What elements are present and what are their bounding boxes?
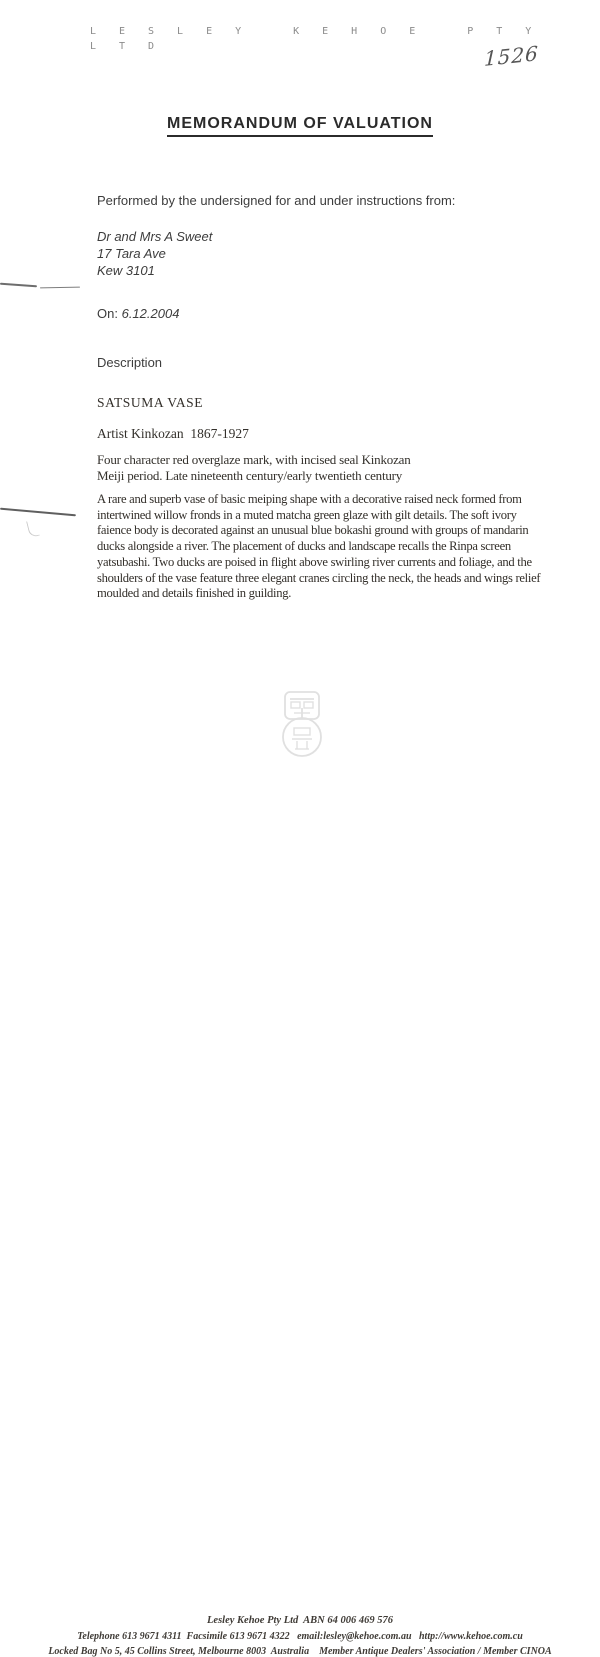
- pen-mark-lower-left: [0, 508, 76, 516]
- item-mark-line1: Four character red overglaze mark, with incised seal Kinkozan: [97, 452, 411, 467]
- client-address-line2: Kew 3101: [97, 263, 155, 278]
- footer-address-line: Locked Bag No 5, 45 Collins Street, Melbourne 8003 Australia Member Antique Dealers' Association / Member CINOA: [48, 1646, 552, 1657]
- pen-mark-lower-left-hook: [26, 519, 40, 538]
- intro-line: Performed by the undersigned for and under instructions from:: [97, 193, 456, 208]
- item-title: SATSUMA VASE: [97, 395, 204, 410]
- client-address-line1: 17 Tara Ave: [97, 246, 166, 261]
- description-label: Description: [97, 355, 163, 370]
- letterhead-line2: LTD: [90, 41, 178, 52]
- valuation-date-line: [97, 306, 179, 321]
- kehoe-seal-stamp-icon: [270, 690, 334, 763]
- footer-company-line: Lesley Kehoe Pty Ltd ABN 64 006 469 576: [207, 1615, 393, 1626]
- item-artist: Artist Kinkozan 1867-1927: [97, 426, 249, 441]
- item-mark-line2: Meiji period. Late nineteenth century/early twentieth century: [97, 467, 403, 483]
- client-name: Dr and Mrs A Sweet: [97, 229, 213, 244]
- footer-contact-line: Telephone 613 9671 4311 Facsimile 613 9671 4322 email:lesley@kehoe.com.au http://www.kehoe.com.cu: [77, 1631, 523, 1642]
- letterhead-line1: LESLEY KEHOE PTY: [90, 26, 555, 37]
- pen-mark-upper-left-2: [40, 287, 80, 289]
- title-row: [0, 99, 600, 137]
- pen-mark-upper-left-1: [0, 283, 37, 287]
- handwritten-number: 1526: [483, 41, 540, 71]
- date-label: On:: [97, 306, 118, 321]
- client-block: [97, 228, 212, 279]
- date-value: 6.12.2004: [121, 306, 180, 321]
- item-mark-lines: [97, 452, 557, 483]
- item-description: A rare and superb vase of basic meiping shape with a decorative raised neck formed from intertwined willow fronds in a muted matcha green glaze with gilt details. The soft ivory faience body is decorated against an unusual blue bokashi ground with groups of mandarin ducks alongside a river. The placement of ducks and landscape recalls the Rinpa screen yatsubashi. Two ducks are poised in flight above swirling river currents and foliage, and the shoulders of the vase feature three elegant cranes circling the neck, the heads and wings relief moulded and details finished in guilding.: [97, 492, 541, 601]
- document-title: MEMORANDUM OF VALUATION: [167, 115, 433, 137]
